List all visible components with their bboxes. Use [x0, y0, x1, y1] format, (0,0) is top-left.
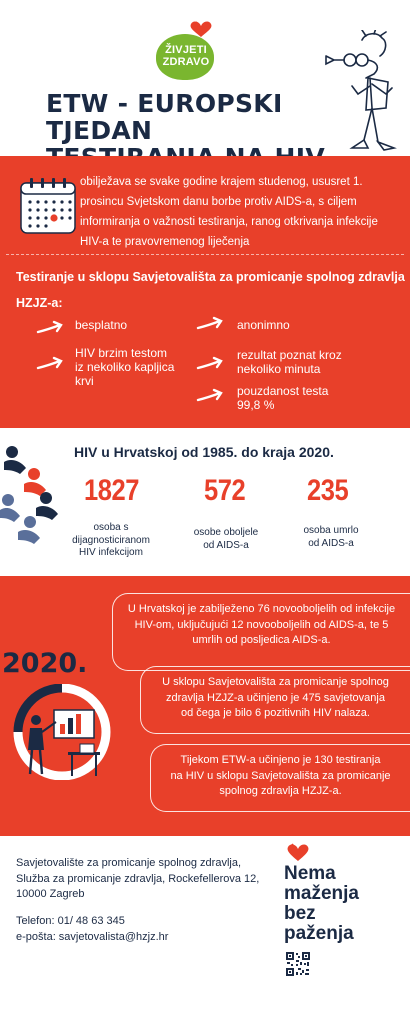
testing-heading-line-1: Testiranje u sklopu Savjetovališta za promicanje spolnog zdravlja	[16, 270, 405, 284]
intro-text: obilježava se svake godine krajem studenog, ususret 1. prosincu Svjetskom danu borbe protiv AIDS-a, s ciljem informiranja o važnosti testiranja, ranog otkrivanja infekcije HIV-a te pravovremenog liječenja	[80, 176, 378, 248]
stat-label-line: dijagnosticiranom	[72, 534, 150, 546]
slogan	[284, 864, 404, 944]
qr-code-icon[interactable]	[286, 952, 310, 976]
feature-line: pouzdanost testa	[237, 384, 329, 398]
intro-section	[0, 156, 410, 428]
stat-label-line: osoba s	[93, 522, 129, 533]
info-box-line: U sklopu Savjetovališta za promicanje spolnog	[162, 676, 389, 688]
arrow-icon	[196, 388, 226, 404]
arrow-icon	[36, 356, 66, 372]
stats-section	[0, 428, 410, 578]
address-line: Služba za promicanje zdravlja, Rockefellerova 12,	[16, 872, 260, 885]
stat-label-line: osobe oboljele	[193, 527, 259, 538]
info-box-line: spolnog zdravlja HZJZ-a.	[219, 785, 342, 797]
arrow-icon	[196, 356, 226, 372]
testing-heading	[16, 264, 406, 316]
feature-line: rezultat poznat kroz	[237, 348, 342, 362]
feature-result-time	[237, 348, 342, 376]
cartoon-figure-icon	[322, 30, 407, 155]
title-line-1: ETW - EUROPSKI TJEDAN	[46, 89, 283, 145]
logo	[150, 20, 222, 82]
info-box-line: HIV-om, uključujući 12 novooboljelih od AIDS-a, te 5	[134, 618, 389, 631]
presentation-scene-icon	[10, 684, 115, 780]
footer	[0, 836, 410, 1024]
info-box-line: zdravlja HZJZ-a učinjeno je 475 savjetovanja	[166, 691, 385, 704]
info-box-line: U Hrvatskoj je zabilježeno 76 novooboljelih od infekcije	[127, 603, 396, 615]
feature-line: HIV brzim testom	[75, 346, 168, 360]
feature-line: nekoliko minuta	[237, 362, 321, 376]
logo-line-1: ŽIVJETI	[165, 44, 207, 56]
year-2020-section	[0, 576, 410, 836]
slogan-line: paženja	[284, 923, 354, 944]
address-line: Savjetovalište za promicanje spolnog zdravlja,	[16, 857, 242, 869]
feature-line: anonimno	[237, 318, 290, 332]
contact	[16, 914, 278, 945]
slogan-line: Nema	[284, 863, 336, 884]
feature-line: krvi	[75, 374, 94, 388]
feature-line: 99,8 %	[237, 398, 275, 412]
phone[interactable]: Telefon: 01/ 48 63 345	[16, 915, 125, 927]
feature-anonymous	[237, 318, 290, 332]
stat-label	[56, 522, 166, 560]
year-label: 2020.	[2, 648, 88, 679]
address	[16, 856, 278, 903]
slogan-line: maženja	[284, 883, 359, 904]
testing-heading-line-2: HZJZ-a:	[16, 296, 63, 310]
logo-text	[158, 44, 214, 68]
email-link[interactable]: e-pošta: savjetovalista@hzjz.hr	[16, 930, 169, 943]
stat-value: 1827	[84, 474, 140, 507]
info-box-line: Tijekom ETW-a učinjeno je 130 testiranja	[180, 754, 381, 766]
info-box	[140, 666, 410, 734]
info-box-line: na HIV u sklopu Savjetovališta za promicanje	[170, 769, 391, 782]
info-box-line: od čega je bilo 6 pozitivnih HIV nalaza.	[181, 707, 370, 719]
stat-label-line: od AIDS-a	[203, 539, 249, 551]
stat-label-line: HIV infekcijom	[79, 547, 143, 558]
info-box	[112, 593, 410, 671]
feature-line: besplatno	[75, 318, 128, 332]
heart-icon	[283, 842, 313, 862]
feature-line: iz nekoliko kapljica	[75, 360, 175, 374]
info-box-line: umrlih od posljedica AIDS-a.	[192, 634, 331, 646]
info-box	[150, 744, 410, 812]
feature-free	[75, 318, 127, 332]
header	[0, 0, 410, 150]
arrow-icon	[196, 316, 226, 332]
stat-value: 235	[307, 474, 349, 507]
stat-label	[176, 527, 276, 552]
address-line: 10000 Zagreb	[16, 888, 85, 900]
calendar-icon	[18, 176, 78, 236]
stat-label-line: od AIDS-a	[308, 537, 354, 549]
divider	[6, 254, 404, 255]
logo-line-2: ZDRAVO	[162, 56, 210, 68]
feature-reliability	[237, 384, 328, 412]
stat-value: 572	[204, 474, 246, 507]
stats-title: HIV u Hrvatskoj od 1985. do kraja 2020.	[74, 444, 334, 460]
slogan-line: bez	[284, 903, 316, 924]
stat-label-line: osoba umrlo	[303, 525, 359, 536]
feature-rapid-test	[75, 346, 174, 388]
stat-label	[286, 525, 376, 550]
arrow-icon	[36, 320, 66, 336]
people-circle-icon	[0, 440, 62, 550]
